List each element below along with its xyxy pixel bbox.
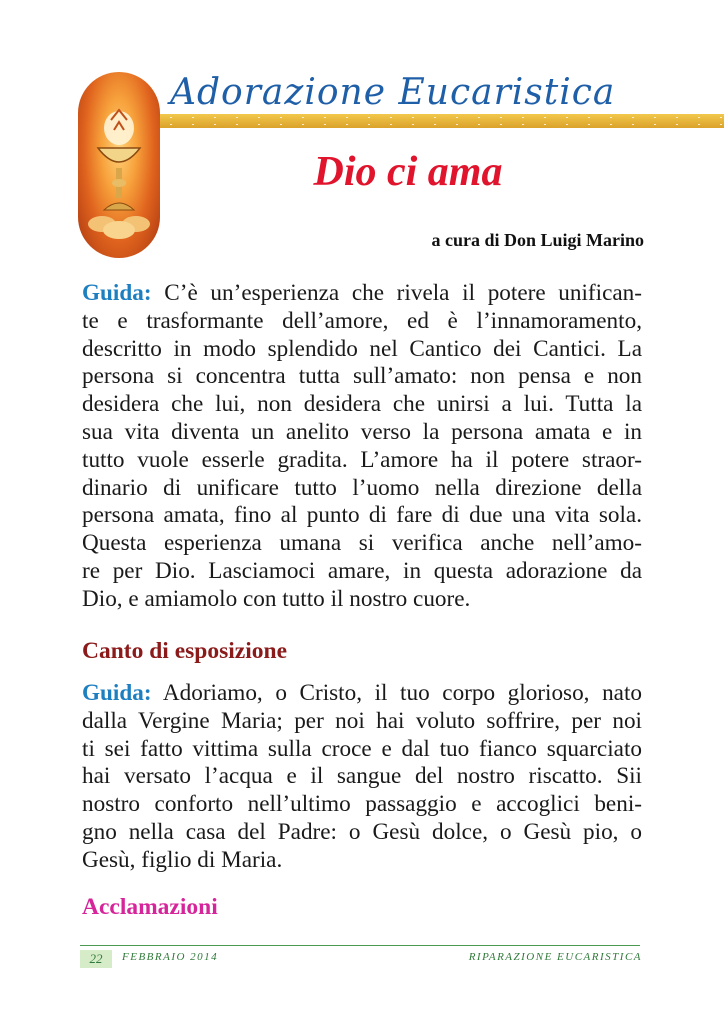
divider-pattern bbox=[160, 114, 724, 128]
paragraph-line: tutto vuole esserle gradita. L’amore ha il potere straor- bbox=[82, 446, 642, 473]
guide-paragraph-1 bbox=[82, 280, 642, 614]
paragraph-line: ti sei fatto vittima sulla croce e dal tuo fianco squarciato bbox=[82, 735, 642, 762]
paragraph-line: gno nella casa del Padre: o Gesù dolce, o Gesù pio, o bbox=[82, 818, 642, 845]
paragraph-line: te e trasformante dell’amore, ed è l’innamoramento, bbox=[82, 307, 642, 334]
footer-date: FEBBRAIO 2014 bbox=[122, 951, 219, 963]
paragraph-line: Dio, e amiamolo con tutto il nostro cuore. bbox=[82, 585, 471, 612]
paragraph-line: desidera che lui, non desidera che unirsi a lui. Tutta la bbox=[82, 391, 642, 418]
section-heading-acclamazioni: Acclamazioni bbox=[82, 894, 218, 920]
gold-divider bbox=[160, 114, 724, 128]
paragraph-line: sua vita diventa un anelito verso la persona amata e in bbox=[82, 418, 642, 445]
paragraph-line: Gesù, figlio di Maria. bbox=[82, 846, 283, 873]
paragraph-line: hai versato l’acqua e il sangue del nostro riscatto. Sii bbox=[82, 763, 642, 790]
page-title: Dio ci ama bbox=[313, 149, 503, 195]
guide-label: Guida: bbox=[82, 280, 152, 306]
paragraph-line: nostro conforto nell’ultimo passaggio e accoglici beni- bbox=[82, 791, 642, 818]
paragraph-line: dinario di unificare tutto l’uomo nella direzione della bbox=[82, 474, 642, 501]
section-title: Adorazione Eucaristica bbox=[170, 72, 616, 113]
guide-paragraph-2 bbox=[82, 680, 642, 875]
line-text: C’è un’esperienza che rivela il potere unifican- bbox=[151, 280, 642, 306]
paragraph-line bbox=[82, 680, 642, 708]
footer-divider bbox=[80, 945, 640, 946]
paragraph-line: persona amata, fino al punto di fare di due una vita sola. bbox=[82, 502, 642, 529]
footer-publication: RIPARAZIONE EUCARISTICA bbox=[468, 951, 642, 963]
guide-label: Guida: bbox=[82, 680, 152, 706]
paragraph-line: re per Dio. Lasciamoci amare, in questa adorazione da bbox=[82, 557, 642, 584]
paragraph-line: descritto in modo splendido nel Cantico dei Cantici. La bbox=[82, 335, 642, 362]
paragraph-line bbox=[82, 280, 642, 308]
section-heading-canto: Canto di esposizione bbox=[82, 638, 287, 664]
author-byline: a cura di Don Luigi Marino bbox=[431, 230, 644, 250]
paragraph-line: dalla Vergine Maria; per noi hai voluto soffrire, per noi bbox=[82, 707, 642, 734]
line-text: Adoriamo, o Cristo, il tuo corpo glorioso, nato bbox=[151, 680, 642, 706]
paragraph-line: persona si concentra tutta sull’amato: non pensa e non bbox=[82, 363, 642, 390]
paragraph-line: Questa esperienza umana si verifica anche nell’amo- bbox=[82, 530, 642, 557]
page-number: 22 bbox=[80, 950, 112, 968]
